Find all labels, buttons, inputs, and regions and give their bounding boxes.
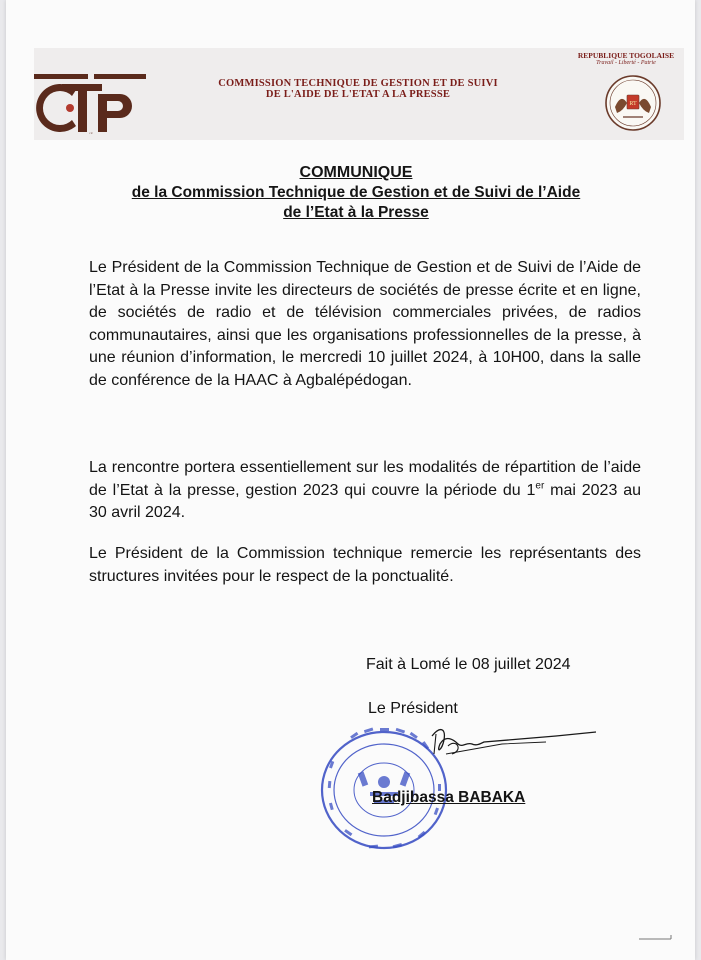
title-line2: de la Commission Technique de Gestion et de Suivi de l’Aide: [131, 184, 581, 201]
republic-heading: [561, 51, 691, 66]
page-corner-mark: [638, 934, 672, 940]
document-page: [6, 0, 695, 960]
svg-text:CTP: CTP: [89, 133, 93, 135]
title-line1: COMMUNIQUE: [299, 164, 413, 181]
org-name-line2: DE L'AIDE DE L'ETAT A LA PRESSE: [265, 89, 451, 100]
ctp-logo: [32, 70, 150, 136]
national-emblem-icon: [603, 73, 663, 133]
title-line3: de l’Etat à la Presse: [283, 204, 429, 221]
signatory-name: Badjibassa BABAKA: [372, 789, 526, 806]
communique-title: [76, 163, 636, 223]
organization-name: [158, 78, 558, 100]
signatory-role: Le Président: [368, 700, 458, 717]
paragraph-agenda-part1: La rencontre portera essentiellement sur les modalités de répartition de l’aide de l’Etat à la presse, gestion 2023 qui couvre la période du 1: [89, 459, 641, 499]
paragraph-agenda: [89, 457, 641, 525]
paragraph-invitation: Le Président de la Commission Technique de Gestion et de Suivi de l’Aide de l’Etat à la Presse invite les directeurs de sociétés de presse écrite et en ligne, de sociétés de radio et de télévision commerciales privées, de radios communautaires, ainsi que les organisations professionnelles de la presse, à une réunion d’information, le mercredi 10 juillet 2024, à 10H00, dans la salle de conférence de la HAAC à Agbalépédogan.: [89, 259, 641, 389]
org-name-line1: COMMISSION TECHNIQUE DE GESTION ET DE SUIVI: [218, 78, 498, 89]
svg-text:RT: RT: [629, 101, 637, 107]
handwritten-signature: [406, 724, 602, 794]
paragraph-agenda-part2: mai 2023 au 30 avril 2024.: [89, 481, 641, 522]
republic-motto: Travail - Liberté - Patrie: [596, 60, 656, 66]
place-date: Fait à Lomé le 08 juillet 2024: [366, 656, 571, 673]
ordinal-superscript: er: [535, 480, 545, 492]
paragraph-thanks: Le Président de la Commission technique remercie les représentants des structures invitées pour le respect de la ponctualité.: [89, 545, 641, 585]
republic-name: REPUBLIQUE TOGOLAISE: [577, 51, 675, 60]
